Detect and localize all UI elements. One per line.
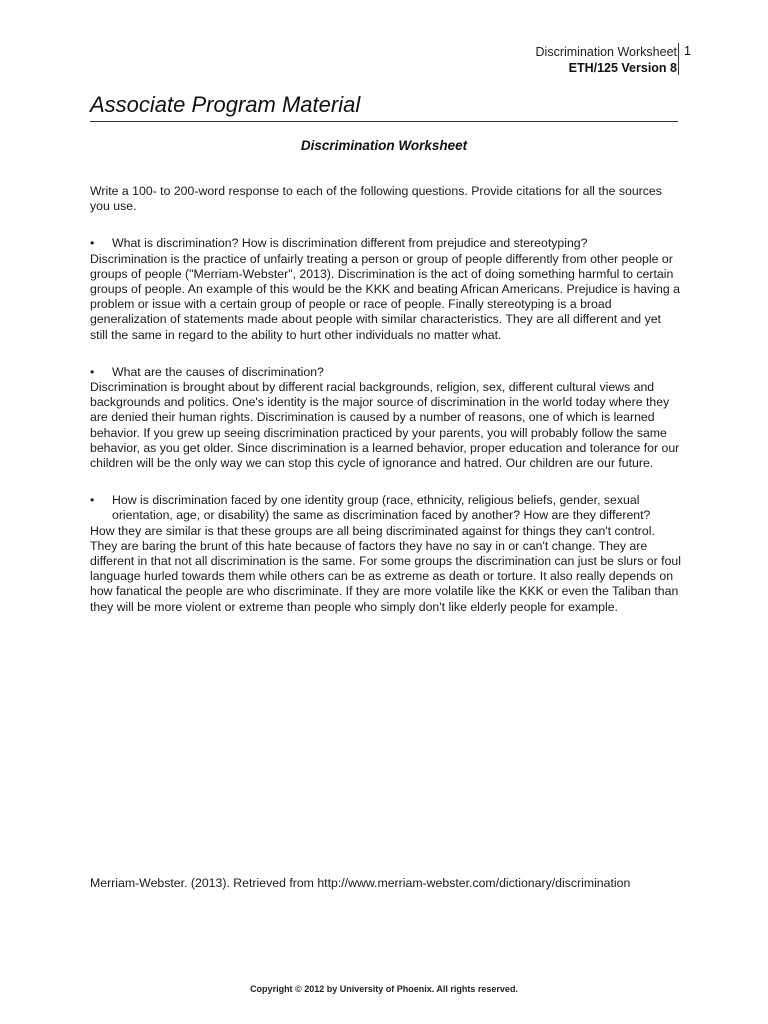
question-2 [90,365,682,380]
title-rule [90,121,678,122]
running-header [536,44,677,76]
question-3 [90,493,682,523]
question-3-text: How is discrimination faced by one identity group (race, ethnicity, religious beliefs, gender, sexual orientation, age, or disability) the same as discrimination faced by another? How are they different? [112,493,651,523]
worksheet-title: Discrimination Worksheet [300,138,468,153]
question-1-text: What is discrimination? How is discrimination different from prejudice and stereotyping? [112,236,588,251]
copyright-footer: Copyright © 2012 by University of Phoenix. All rights reserved. [250,984,518,994]
question-2-text: What are the causes of discrimination? [112,364,324,379]
header-course: ETH/125 Version 8 [568,61,677,75]
answer-3: How they are similar is that these groups are all being discriminated against for things they can't control. They are baring the brunt of this hate because of factors they have no say in or can't change. They are different in that not all discrimination is the same. For some groups the discrimination can just be slurs or foul language hurled towards them while others can be as extreme as death or torture. It also really depends on how fanatical the people are who discriminate. If they are more volatile like the KKK or even the Taliban than they will be more violent or extreme than people who simply don't like elderly people for example. [90,523,681,614]
bullet-icon: • [90,364,95,379]
bullet-icon: • [90,236,95,251]
worksheet-content [90,184,682,637]
bullet-icon: • [90,493,95,508]
page-number: 1 [684,44,691,58]
answer-2: Discrimination is brought about by different racial backgrounds, religion, sex, different cultural views and backgrounds and politics. One's identity is the major source of discrimination in the world today where they are denied their human rights. Discrimination is caused by a number of reasons, one of which is learned behavior. If you grew up seeing discrimination practiced by your parents, you will probably follow the same behavior, as you get older. Since discrimination is a learned behavior, proper education and tolerance for our children will be the only way we can stop this cycle of ignorance and hatred. Our children are our future. [90,380,680,471]
instructions: Write a 100- to 200-word response to each of the following questions. Provide citations for all the sources you use. [90,184,662,214]
header-doc-title: Discrimination Worksheet [535,45,677,59]
answer-1: Discrimination is the practice of unfairly treating a person or group of people differently from other people or groups of people ("Merriam-Webster", 2013). Discrimination is the act of doing something harmful to certain groups of people. An example of this would be the KKK and beating African Americans. Prejudice is having a problem or issue with a certain group of people or race of people. Finally stereotyping is a broad generalization of statements made about people with similar characteristics. They are all different and yet still the same in regard to the ability to hurt other individuals no matter what. [90,251,680,342]
program-title: Associate Program Material [90,92,361,117]
header-divider [678,43,679,75]
citation: Merriam-Webster. (2013). Retrieved from http://www.merriam-webster.com/dictionary/discrimination [90,876,631,890]
question-1 [90,236,682,251]
